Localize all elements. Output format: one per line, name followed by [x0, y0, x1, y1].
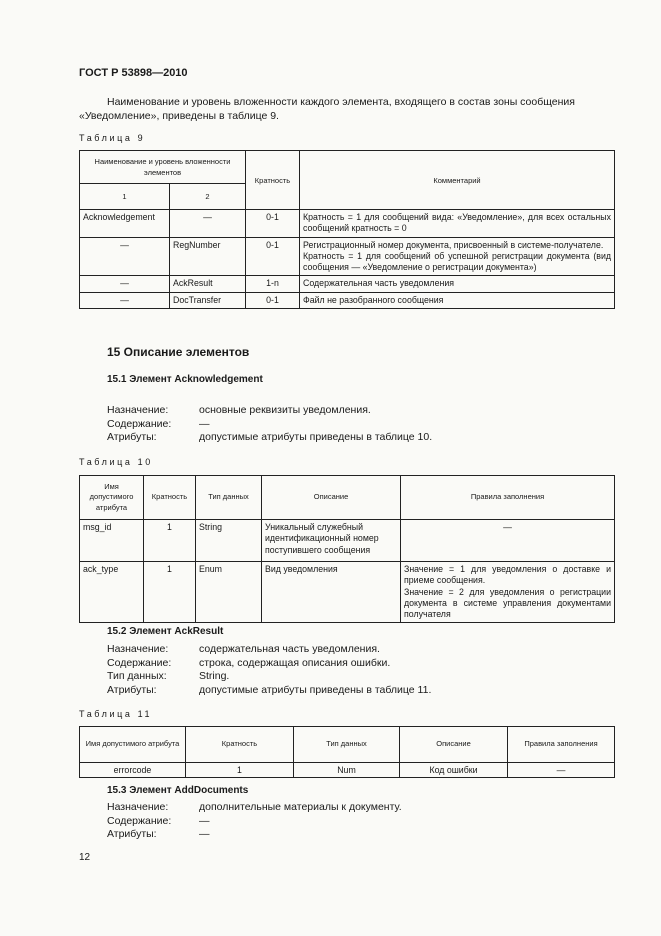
- table10-header-rules: Правила заполнения: [401, 476, 615, 520]
- table-11: [79, 726, 615, 778]
- table-row: ack_type 1 Enum Вид уведомления Значение = 1 для уведомления о доставке и приеме сообщения. Значение = 2 для уведомления о регистрации документа в системе управления документами получателя: [80, 562, 615, 623]
- table-row: msg_id 1 String Уникальный служебный идентификационный номер поступившего сообщения —: [80, 520, 615, 562]
- section-15-3-title: 15.3 Элемент AddDocuments: [107, 785, 249, 796]
- table11-header-name: Имя допустимого атрибута: [80, 727, 186, 763]
- section-15-2-fields: Назначение: содержательная часть уведомления. Содержание: строка, содержащая описания ошибки. Тип данных: String. Атрибуты: допустимые атрибуты приведены в таблице 11.: [107, 643, 432, 696]
- table-row: errorcode 1 Num Код ошибки —: [80, 763, 615, 778]
- section-15-3-fields: Назначение: дополнительные материалы к документу. Содержание: — Атрибуты: —: [107, 801, 402, 840]
- section-15-1-fields: Назначение: основные реквизиты уведомления. Содержание: — Атрибуты: допустимые атрибуты приведены в таблице 10.: [107, 404, 433, 443]
- table11-header-desc: Описание: [400, 727, 508, 763]
- table11-header-rules: Правила заполнения: [508, 727, 615, 763]
- table9-header-col1: 1: [80, 184, 170, 210]
- table-row: — AckResult 1-n Содержательная часть уведомления: [80, 276, 615, 292]
- document-header: ГОСТ Р 53898—2010: [79, 67, 188, 79]
- intro-paragraph: Наименование и уровень вложенности каждого элемента, входящего в состав зоны сообщения «Уведомление», приведены в таблице 9.: [79, 96, 575, 122]
- table9-header-multiplicity: Кратность: [246, 151, 300, 210]
- table9-caption: Таблица 9: [79, 133, 146, 143]
- table11-caption: Таблица 11: [79, 709, 153, 719]
- table10-header-mult: Кратность: [144, 476, 196, 520]
- section-15-2-title: 15.2 Элемент AckResult: [107, 626, 224, 637]
- table11-header-mult: Кратность: [186, 727, 294, 763]
- table10-header-type: Тип данных: [196, 476, 262, 520]
- table9-header-comment: Комментарий: [300, 151, 615, 210]
- table-10: [79, 475, 615, 623]
- table9-header-name-level: Наименование и уровень вложенности элементов: [80, 151, 246, 184]
- table-9: [79, 150, 615, 309]
- table-row: Acknowledgement — 0-1 Кратность = 1 для сообщений вида: «Уведомление», для всех остальных сообщений кратность = 0: [80, 210, 615, 238]
- section-15-1-title: 15.1 Элемент Acknowledgement: [107, 374, 263, 385]
- table9-header-col2: 2: [170, 184, 246, 210]
- table10-header-desc: Описание: [262, 476, 401, 520]
- page-number: 12: [79, 852, 91, 863]
- table10-header-name: Имя допустимого атрибута: [80, 476, 144, 520]
- table10-caption: Таблица 10: [79, 457, 153, 467]
- table-row: — DocTransfer 0-1 Файл не разобранного сообщения: [80, 292, 615, 308]
- section-15-title: 15 Описание элементов: [107, 345, 250, 359]
- table-row: — RegNumber 0-1 Регистрационный номер документа, присвоенный в системе-получателе. Кратность = 1 для сообщений об успешной регистрации документа (вид сообщения — «Уведомление о регистрации документа»): [80, 237, 615, 276]
- table11-header-type: Тип данных: [294, 727, 400, 763]
